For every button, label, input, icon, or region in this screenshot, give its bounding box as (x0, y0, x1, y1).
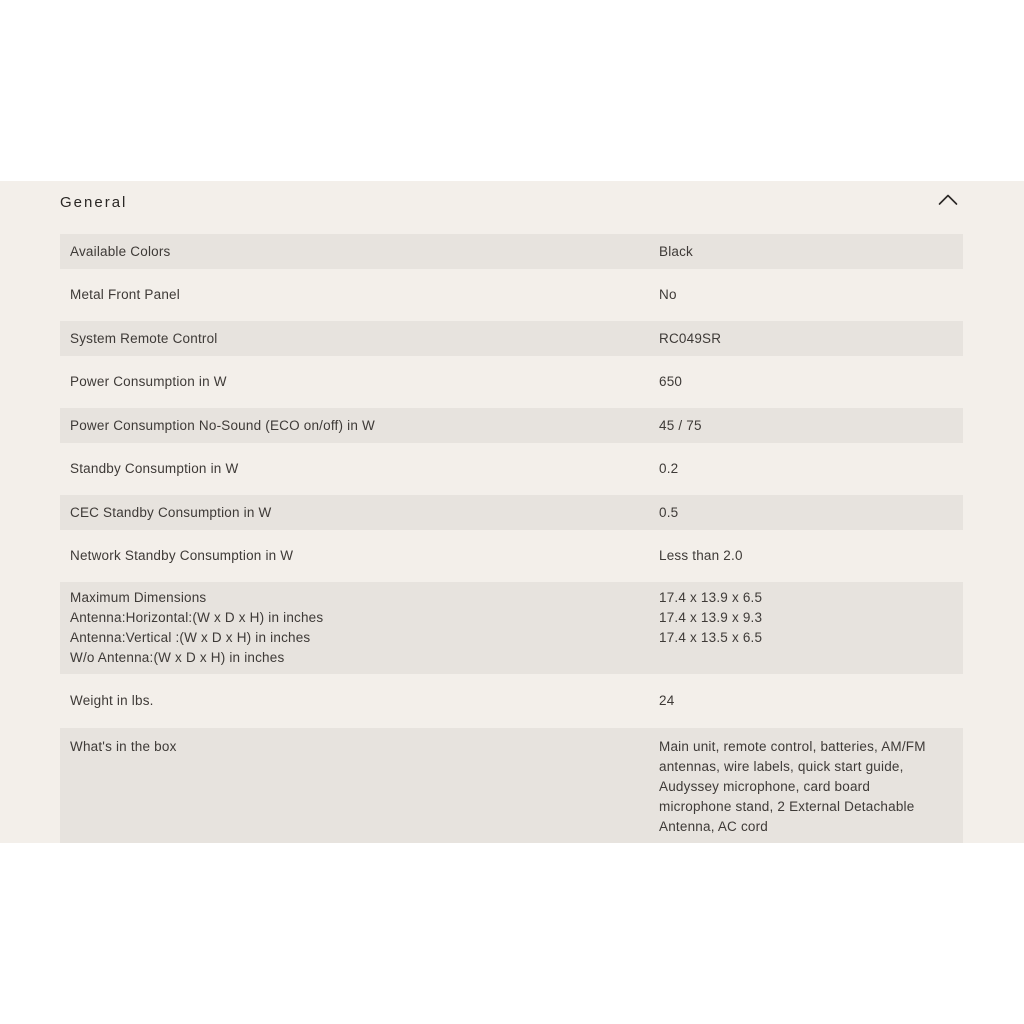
spec-label-line: Antenna:Vertical :(W x D x H) in inches (70, 630, 311, 645)
spec-label-line: Antenna:Horizontal:(W x D x H) in inches (70, 610, 324, 625)
table-row-whats-in-the-box (60, 728, 963, 843)
spec-value: No (659, 287, 677, 302)
spec-label: What's in the box (70, 739, 177, 754)
spec-label: CEC Standby Consumption in W (70, 504, 272, 520)
spec-label: Network Standby Consumption in W (70, 548, 294, 563)
spec-value: 0.2 (659, 461, 679, 476)
spec-label: Power Consumption in W (70, 374, 227, 389)
spec-section-general (0, 181, 1024, 843)
spec-value-line: 17.4 x 13.5 x 6.5 (659, 630, 763, 645)
spec-label (60, 588, 659, 668)
table-row (60, 356, 963, 408)
spec-label: System Remote Control (70, 330, 218, 346)
spec-label: Available Colors (70, 243, 171, 259)
spec-value-line: 17.4 x 13.9 x 9.3 (659, 610, 763, 625)
table-row (60, 269, 963, 321)
section-header[interactable] (0, 181, 1024, 234)
spec-value: 45 / 75 (659, 417, 702, 433)
section-title: General (60, 194, 128, 211)
spec-value: 0.5 (659, 504, 679, 520)
spec-label: Standby Consumption in W (70, 461, 239, 476)
table-row-dimensions (60, 582, 963, 674)
spec-label-line: W/o Antenna:(W x D x H) in inches (70, 650, 285, 665)
table-row (60, 674, 963, 728)
table-row (60, 530, 963, 582)
spec-value-line: 17.4 x 13.9 x 6.5 (659, 590, 763, 605)
spec-value (659, 588, 963, 648)
spec-value: Black (659, 243, 694, 259)
table-row (60, 234, 963, 269)
spec-value: 24 (659, 693, 675, 708)
spec-value: RC049SR (659, 330, 722, 346)
spec-label: Power Consumption No-Sound (ECO on/off) in W (70, 417, 375, 433)
spec-table (60, 234, 963, 843)
table-row (60, 321, 963, 356)
spec-value: Less than 2.0 (659, 548, 743, 563)
spec-label-line: Maximum Dimensions (70, 590, 207, 605)
table-row (60, 408, 963, 443)
chevron-up-icon[interactable] (938, 193, 958, 205)
table-row (60, 495, 963, 530)
spec-value: Main unit, remote control, batteries, AM/FM antennas, wire labels, quick start guide, Audyssey microphone, card board microphone stand, 2 External Detachable Antenna, AC cord (659, 739, 926, 834)
spec-label: Weight in lbs. (70, 693, 154, 708)
spec-label: Metal Front Panel (70, 287, 180, 302)
spec-value: 650 (659, 374, 683, 389)
table-row (60, 443, 963, 495)
